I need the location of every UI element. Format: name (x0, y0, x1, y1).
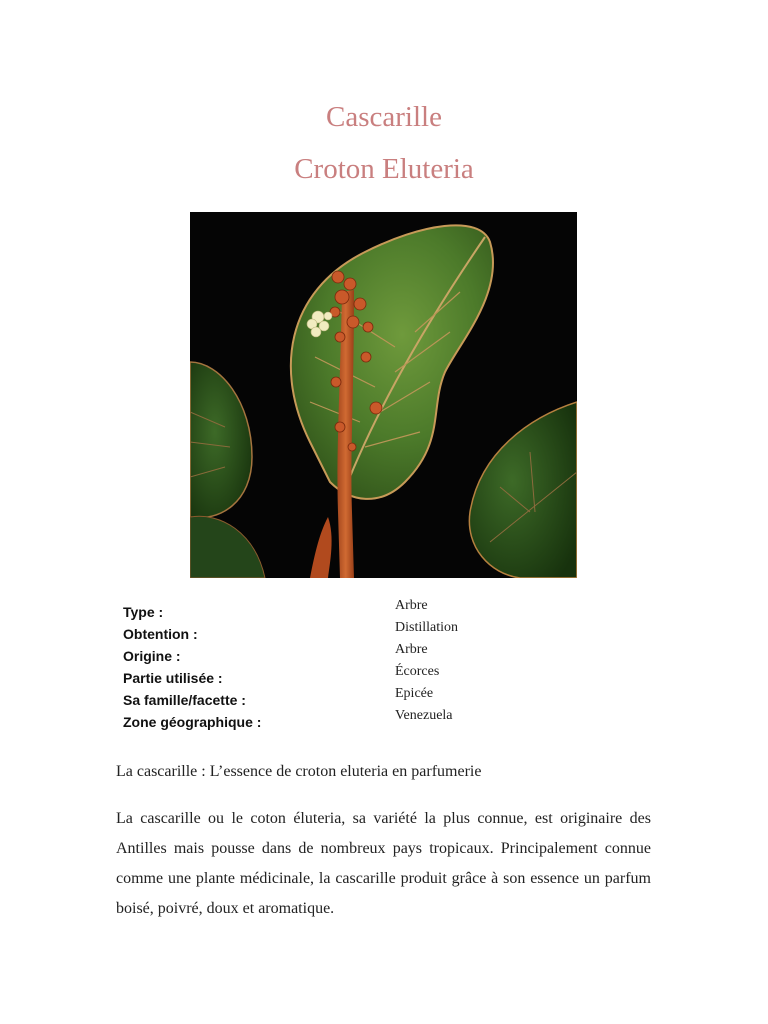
info-value: Distillation (395, 620, 458, 635)
section-paragraph: La cascarille ou le coton éluteria, sa variété la plus connue, est originaire des Antilles mais pousse dans de nombreux pays tropicaux. Principalement connue comme une plante médicinale, la cascarille produit grâce à son essence un parfum boisé, poivré, doux et aromatique. (116, 810, 651, 917)
info-row-type (123, 598, 643, 620)
info-label: Obtention : (123, 626, 198, 642)
info-row-famille (123, 686, 643, 708)
info-row-partie (123, 664, 643, 686)
latin-name: Croton Eluteria (294, 153, 474, 185)
info-value: Epicée (395, 686, 434, 701)
info-value: Venezuela (395, 708, 453, 723)
plant-photo (190, 212, 577, 578)
page-title: Cascarille (326, 101, 442, 133)
info-row-zone (123, 708, 643, 730)
info-label: Zone géographique : (123, 714, 262, 730)
info-row-origine (123, 642, 643, 664)
info-label: Sa famille/facette : (123, 692, 246, 708)
plant-illustration (190, 212, 577, 578)
info-label: Partie utilisée : (123, 670, 223, 686)
info-label: Origine : (123, 648, 181, 664)
info-table (123, 598, 643, 730)
info-label: Type : (123, 604, 164, 620)
section-subtitle: La cascarille : L’essence de croton eluteria en parfumerie (116, 763, 482, 780)
info-value: Écorces (395, 664, 440, 679)
info-row-obtention (123, 620, 643, 642)
info-value: Arbre (395, 598, 428, 613)
info-value: Arbre (395, 642, 428, 657)
